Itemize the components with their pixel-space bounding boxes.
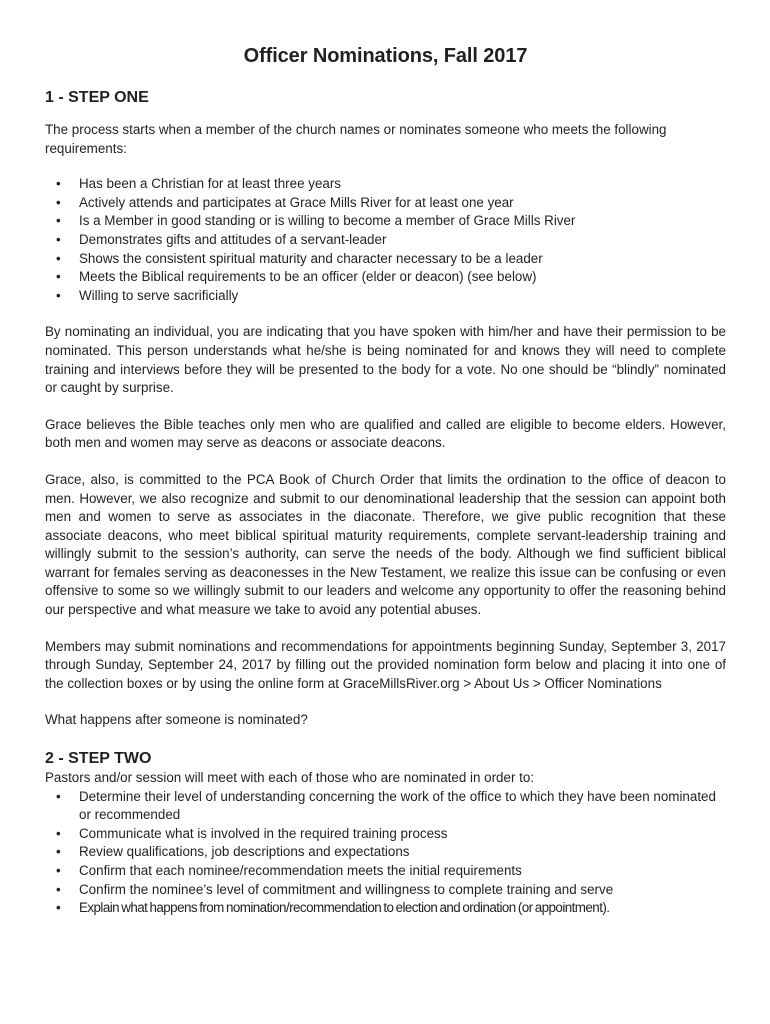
step-one-intro: The process starts when a member of the church names or nominates someone who meets the following requirements:: [45, 122, 667, 156]
step-two-item-text: Confirm that each nominee/recommendation meets the initial requirements: [79, 863, 522, 878]
bullet-icon: •: [56, 863, 61, 878]
requirement-text: Shows the consistent spiritual maturity and character necessary to be a leader: [79, 250, 543, 266]
bullet-icon: •: [56, 287, 61, 303]
bullet-icon: •: [56, 194, 61, 210]
step-one-section: [45, 88, 726, 730]
requirement-text: Meets the Biblical requirements to be an officer (elder or deacon) (see below): [79, 269, 537, 285]
step-two-item-text: Explain what happens from nomination/recommendation to election and ordination (or appointment).: [79, 900, 610, 916]
requirements-list: [45, 175, 726, 305]
requirement-text: Demonstrates gifts and attitudes of a servant-leader: [79, 231, 387, 247]
list-item: [45, 231, 726, 250]
step-two-item-text: Confirm the nominee’s level of commitment and willingness to complete training and serve: [79, 881, 614, 897]
step-two-list: [45, 788, 726, 918]
requirement-text: Is a Member in good standing or is willing to become a member of Grace Mills River: [79, 213, 576, 229]
list-item: [45, 212, 726, 231]
step-two-item-text: Communicate what is involved in the required training process: [79, 825, 448, 841]
after-nomination-question: What happens after someone is nominated?: [45, 712, 308, 728]
pca-paragraph: Grace, also, is committed to the PCA Book of Church Order that limits the ordination to the office of deacon to men. However, we also recognize and submit to our denominational leadership that the session can appoint both men and women to serve as associates in the diaconate. Therefore, we give public recognition that these associate deacons, who meet biblical spiritual maturity requirements, complete servant-leadership training and willingly submit to the session’s authority, can serve the needs of the body. Although we find sufficient biblical warrant for females serving as deaconesses in the New Testament, we realize this issue can be confusing or even offensive to some so we willingly submit to our leaders and welcome any opportunity to offer the reasoning behind our perspective and what measure we take to avoid any potential abuses.: [45, 471, 726, 618]
list-item: [45, 825, 726, 844]
list-item: [45, 881, 726, 900]
requirement-text: Willing to serve sacrificially: [79, 287, 239, 303]
list-item: [45, 175, 726, 194]
document-page: [45, 44, 726, 918]
bullet-icon: •: [56, 231, 61, 247]
requirement-text: Actively attends and participates at Grace Mills River for at least one year: [79, 194, 514, 210]
step-two-item-text: Review qualifications, job descriptions and expectations: [79, 844, 410, 860]
document-title: Officer Nominations, Fall 2017: [243, 45, 528, 67]
list-item: [45, 194, 726, 213]
bullet-icon: •: [56, 213, 61, 229]
step-two-item-text: Determine their level of understanding concerning the work of the office to which they have been nominated or recommended: [79, 788, 716, 823]
list-item: [45, 268, 726, 287]
bullet-icon: •: [56, 825, 61, 841]
bullet-icon: •: [56, 900, 61, 916]
list-item: [45, 287, 726, 306]
list-item: [45, 250, 726, 269]
permission-paragraph: By nominating an individual, you are indicating that you have spoken with him/her and have their permission to be nominated. This person understands what he/she is being nominated for and knows they will need to complete training and interviews before they will be presented to the body for a vote. No one should be “blindly” nominated or caught by surprise.: [45, 324, 726, 396]
bullet-icon: •: [56, 269, 61, 285]
bullet-icon: •: [56, 788, 61, 804]
list-item: [45, 843, 726, 862]
step-two-intro: Pastors and/or session will meet with each of those who are nominated in order to:: [45, 770, 535, 786]
bullet-icon: •: [56, 250, 61, 266]
bullet-icon: •: [56, 881, 61, 897]
requirement-text: Has been a Christian for at least three years: [79, 176, 341, 192]
bullet-icon: •: [56, 844, 61, 860]
elders-paragraph: Grace believes the Bible teaches only men who are qualified and called are eligible to become elders. However, both men and women may serve as deacons or associate deacons.: [45, 416, 726, 451]
step-two-heading: 2 - STEP TWO: [45, 750, 152, 768]
step-one-heading: 1 - STEP ONE: [45, 89, 149, 106]
list-item: [45, 899, 726, 918]
list-item: [45, 788, 726, 825]
list-item: [45, 862, 726, 881]
submission-paragraph: Members may submit nominations and recommendations for appointments beginning Sunday, September 3, 2017 through Sunday, September 24, 2017 by filling out the provided nomination form below and placing it into one of the collection boxes or by using the online form at GraceMillsRiver.org > About Us > Officer Nominations: [45, 638, 726, 691]
step-two-section: [45, 749, 726, 918]
bullet-icon: •: [56, 176, 61, 192]
